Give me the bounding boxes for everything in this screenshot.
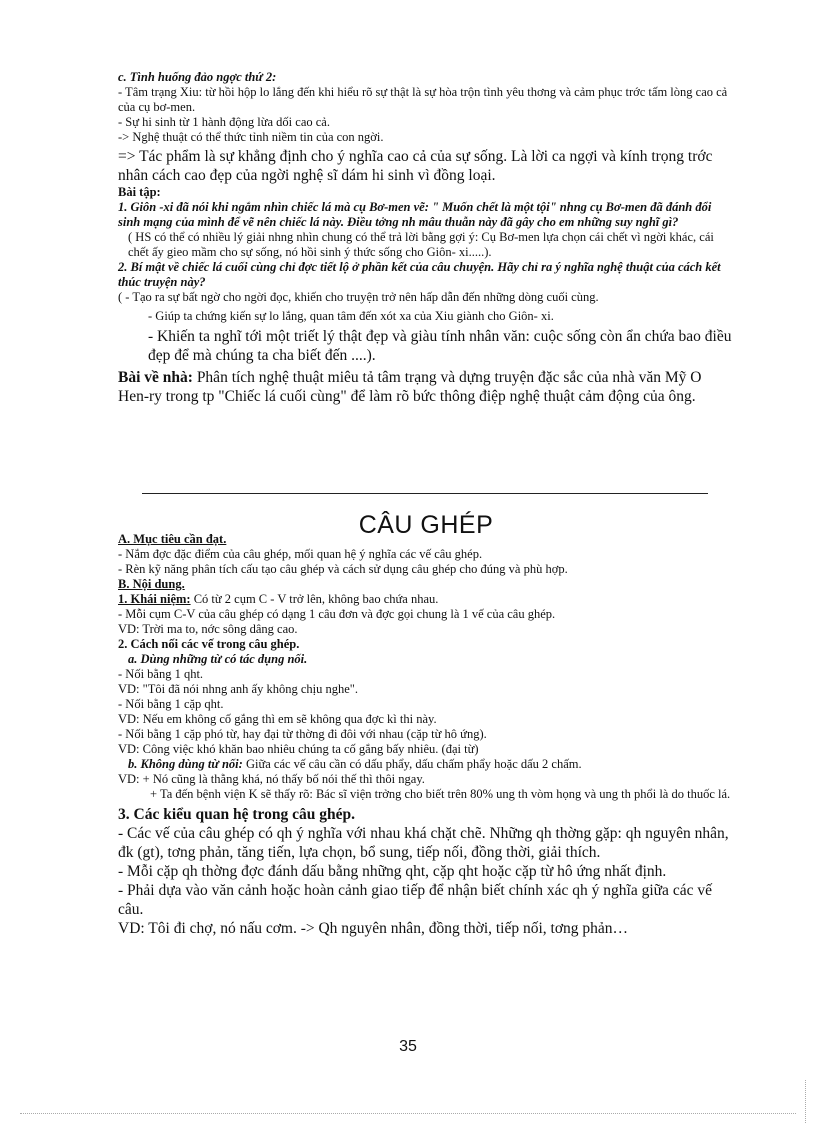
heading-cach-noi: 2. Cách nối các vế trong câu ghép. — [118, 637, 300, 651]
side-dotted-rule — [805, 1080, 806, 1123]
text-line: - Rèn kỹ năng phân tích cấu tạo câu ghép và cách sử dụng câu ghép cho đúng và phù hợp. — [118, 562, 568, 576]
definition-label: 1. Khái niệm: — [118, 592, 191, 606]
text-line: - Nối bằng 1 cặp phó từ, hay đại từ thờng đi đôi với nhau (cặp từ hô ứng). — [118, 727, 487, 741]
answer-2-line-text: - Khiến ta nghĩ tới một triết lý thật đẹp và giàu tính nhân văn: cuộc sống còn ẩn chứa bao điều đẹp để mà chúng ta cha biết đến ....). — [148, 328, 732, 364]
example-line: VD: Tôi đi chợ, nó nấu cơm. -> Qh nguyên nhân, đồng thời, tiếp nối, tơng phản… — [118, 920, 629, 937]
example-line: VD: Nếu em không cố gắng thì em sẽ không qua đợc kì thi này. — [118, 712, 437, 726]
page-number: 35 — [399, 1038, 417, 1055]
page-title: CÂU GHÉP — [358, 511, 494, 539]
text-line: - Nối bằng 1 cặp qht. — [118, 697, 224, 711]
example-line: VD: "Tôi đã nói nhng anh ấy không chịu nghe". — [118, 682, 359, 696]
answer-2-line: ( - Tạo ra sự bất ngờ cho ngời đọc, khiến cho truyện trở nên hấp dẫn đến những dòng cuối cùng. — [118, 290, 599, 304]
text-line: - Tâm trạng Xiu: từ hồi hộp lo lắng đến khi hiểu rõ sự thật là sự hòa trộn tình yêu thơng và cảm phục trớc tấm lòng cao cả của cụ bơ-men. — [118, 85, 728, 114]
example-line: VD: + Nó cũng là thằng khá, nó thấy bố nói thế thì thôi ngay. — [118, 772, 425, 786]
answer-2-line: - Giúp ta chứng kiến sự lo lắng, quan tâm đến xót xa của Xiu giành cho Giôn- xi. — [148, 309, 554, 323]
subheading-khong-dung-tu-noi: b. Không dùng từ nối: — [128, 757, 243, 771]
heading-tinh-huong: c. Tình huống đảo ngợc thứ 2: — [118, 70, 277, 84]
definition — [118, 592, 734, 607]
example-line: VD: Trời ma to, nớc sông dâng cao. — [118, 622, 298, 636]
text-line: - Các vế của câu ghép có qh ý nghĩa với nhau khá chặt chẽ. Những qh thờng gặp: qh nguyên nhân, đk (gt), tơng phản, tăng tiến, lựa chọn, bổ sung, tiếp nối, đồng thời, giải thích. — [118, 825, 729, 861]
answer-2-line — [118, 327, 734, 365]
conclusion-text: => Tác phẩm là sự khẳng định cho ý nghĩa cao cả của sự sống. Là lời ca ngợi và kính trọng trớc nhân cách cao đẹp của ngời nghệ sĩ dám hi sinh vì đồng loại. — [118, 148, 713, 184]
text-line: - Mỗi cụm C-V của câu ghép có dạng 1 câu đơn và đợc gọi chung là 1 vế của câu ghép. — [118, 607, 556, 621]
definition-text: Có từ 2 cụm C - V trở lên, không bao chứa nhau. — [190, 592, 439, 606]
question-2: 2. Bí mật về chiếc lá cuối cùng chỉ đợc tiết lộ ở phần kết của câu chuyện. Hãy chỉ ra ý nghĩa nghệ thuật của cách kết thúc truyện này? — [118, 260, 721, 289]
answer-1: ( HS có thể có nhiều lý giải nhng nhìn chung có thể trả lời bằng gợi ý: Cụ Bơ-men lựa chọn cái chết vì ngời khác, cái chết ấy gieo mầm cho sự sống, nó hồi sinh ý thức sống cho Giôn- xi.....). — [128, 230, 714, 259]
heading-noi-dung: B. Nội dung. — [118, 577, 185, 591]
text-line: - Phải dựa vào văn cảnh hoặc hoàn cảnh giao tiếp để nhận biết chính xác qh ý nghĩa giữa các vế câu. — [118, 882, 712, 918]
text-line: - Mỗi cặp qh thờng đợc đánh dấu bằng những qht, cặp qht hoặc cặp từ hô ứng nhất định. — [118, 863, 667, 880]
text-line: - Nối bằng 1 qht. — [118, 667, 204, 681]
homework — [118, 368, 734, 406]
homework-text: Phân tích nghệ thuật miêu tả tâm trạng và dựng truyện đặc sắc của nhà văn Mỹ O Hen-ry trong tp "Chiếc lá cuối cùng" để làm rõ bức thông điệp nghệ thuật cảm động của ông. — [118, 369, 702, 405]
exercise-label: Bài tập: — [118, 185, 161, 199]
section-cau-ghep — [118, 511, 734, 938]
text-line: - Nắm đợc đặc điểm của câu ghép, mối quan hệ ý nghĩa các vế câu ghép. — [118, 547, 483, 561]
footer-dotted-rule — [20, 1113, 796, 1114]
homework-label: Bài về nhà: — [118, 369, 193, 386]
text-line: -> Nghệ thuật có thể thức tỉnh niềm tin của con ngời. — [118, 130, 384, 144]
section-divider — [142, 493, 708, 494]
heading-kieu-quan-he: 3. Các kiểu quan hệ trong câu ghép. — [118, 806, 355, 823]
heading-muc-tieu: A. Mục tiêu cần đạt. — [118, 532, 227, 546]
text-line: - Sự hi sinh từ 1 hành động lừa dối cao cả. — [118, 115, 330, 129]
khong-dung-tu-noi — [118, 757, 734, 772]
example-line: VD: Công việc khó khăn bao nhiêu chúng ta cố gắng bấy nhiêu. (đại từ) — [118, 742, 479, 756]
example-line: + Ta đến bệnh viện K sẽ thấy rõ: Bác sĩ viện trởng cho biết trên 80% ung th vòm họng và ung th phổi là do thuốc lá. — [150, 787, 731, 801]
subheading-dung-tu-noi: a. Dùng những từ có tác dụng nối. — [128, 652, 308, 666]
question-1: 1. Giôn -xi đã nói khi ngắm nhìn chiếc lá mà cụ Bơ-men vẽ: " Muốn chết là một tội" nhng cụ Bơ-men đã đánh đổi sinh mạng của mình để vẽ nên chiếc lá này. Điều tởng nh mâu thuẫn này đã gây cho em những suy nghĩ gì? — [118, 200, 712, 229]
khong-dung-tu-noi-text: Giữa các vế câu cần có dấu phẩy, dấu chấm phẩy hoặc dấu 2 chấm. — [242, 757, 582, 771]
section-truyen — [118, 70, 734, 406]
